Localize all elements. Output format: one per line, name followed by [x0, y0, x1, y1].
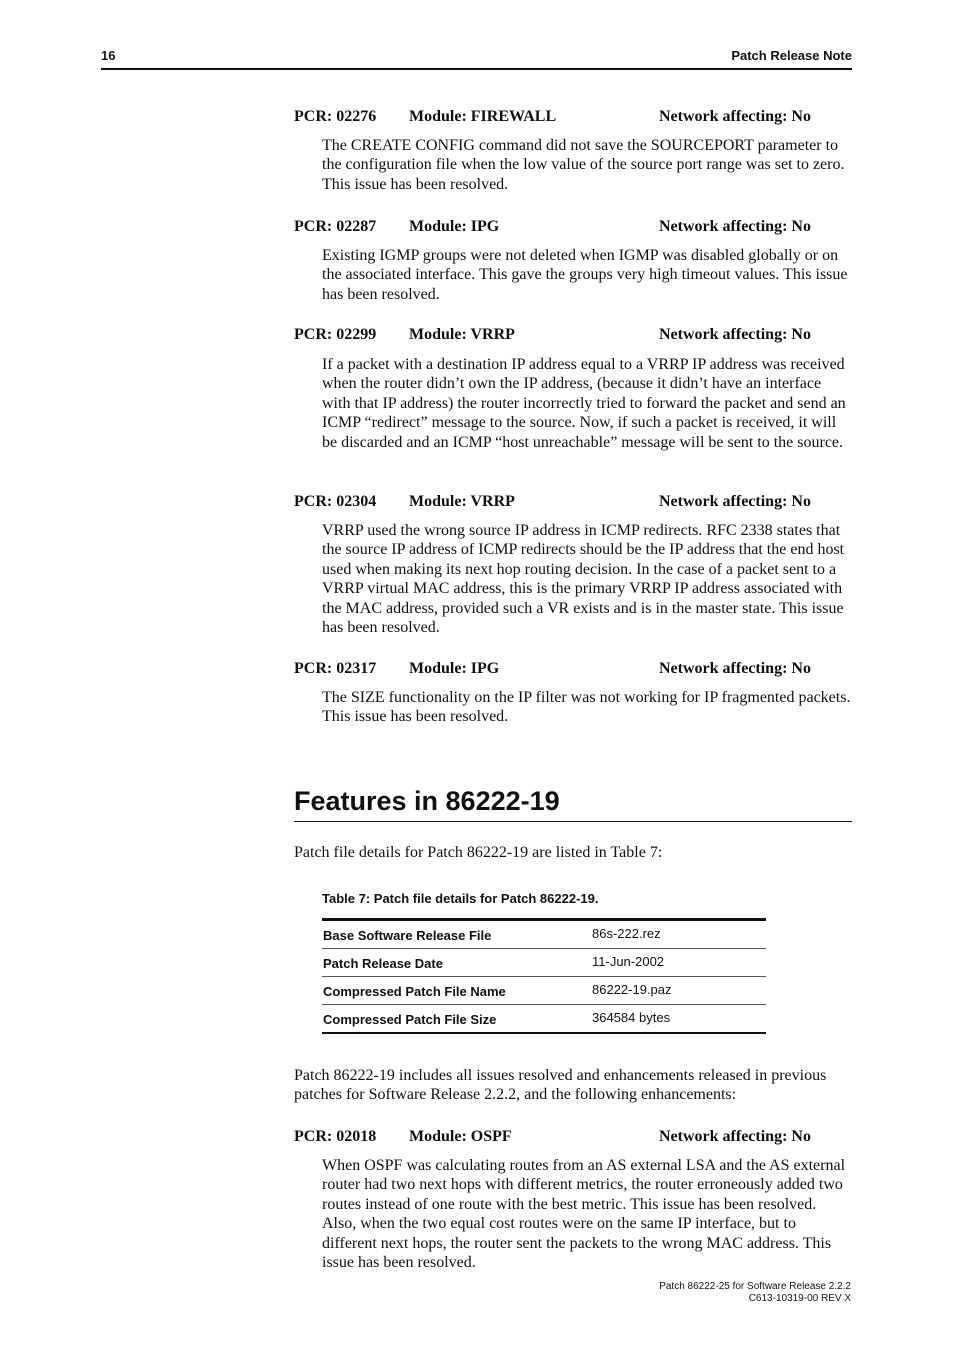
- pcr-module: Module: VRRP: [409, 326, 515, 343]
- pcr-network-affecting: Network affecting: No: [659, 1128, 811, 1145]
- running-title: Patch Release Note: [731, 48, 852, 63]
- table-value: 11-Jun-2002: [592, 954, 665, 969]
- table-row: [322, 921, 766, 949]
- pcr-id: PCR: 02304: [294, 493, 377, 510]
- table-value: 364584 bytes: [592, 1010, 671, 1025]
- pcr-network-affecting: Network affecting: No: [659, 326, 811, 343]
- pcr-description: The CREATE CONFIG command did not save the SOURCEPORT parameter to the configuration file when the low value of the source port range was set to zero. This issue has been resolved.: [322, 137, 845, 193]
- pcr-module: Module: VRRP: [409, 493, 515, 510]
- patch-details-table: [322, 918, 766, 1034]
- pcr-heading: [294, 1128, 854, 1148]
- pcr-heading: [294, 660, 854, 680]
- table-row: [322, 1005, 766, 1032]
- table-row: [322, 977, 766, 1005]
- pcr-heading: [294, 326, 854, 346]
- pcr-heading: [294, 108, 854, 128]
- pcr-module: Module: FIREWALL: [409, 108, 557, 125]
- table-key: Patch Release Date: [323, 956, 443, 971]
- pcr-description: The SIZE functionality on the IP filter was not working for IP fragmented packets. This issue has been resolved.: [322, 689, 851, 726]
- pcr-description: If a packet with a destination IP address equal to a VRRP IP address was received when the router didn’t own the IP address, (because it didn’t have an interface with that IP address) the router incorrectly tried to forward the packet and send an ICMP “redirect” message to the source. Now, if such a packet is received, it will be discarded and an ICMP “host unreachable” message will be sent to the source.: [322, 356, 846, 451]
- pcr-module: Module: OSPF: [409, 1128, 512, 1145]
- page-footer: [659, 1281, 851, 1305]
- pcr-module: Module: IPG: [409, 660, 500, 677]
- table-key: Base Software Release File: [323, 928, 492, 943]
- pcr-id: PCR: 02317: [294, 660, 377, 677]
- pcr-network-affecting: Network affecting: No: [659, 493, 811, 510]
- page-header: [101, 46, 852, 70]
- page-number: 16: [101, 48, 116, 63]
- pcr-id: PCR: 02287: [294, 218, 377, 235]
- table-row: [322, 949, 766, 977]
- table-key: Compressed Patch File Size: [323, 1012, 497, 1027]
- features-intro: Patch file details for Patch 86222-19 are listed in Table 7:: [294, 844, 663, 861]
- pcr-network-affecting: Network affecting: No: [659, 660, 811, 677]
- pcr-heading: [294, 218, 854, 238]
- pcr-description: VRRP used the wrong source IP address in ICMP redirects. RFC 2338 states that the source IP address of ICMP redirects should be the IP address that the end host used when making its next hop routing decision. In the case of a packet sent to a VRRP virtual MAC address, this is the primary VRRP IP address associated with the MAC address, provided such a VR exists and is in the master state. This issue has been resolved.: [322, 522, 845, 637]
- section-title: Features in 86222-19: [294, 781, 852, 822]
- pcr-id: PCR: 02276: [294, 108, 377, 125]
- features-summary: Patch 86222-19 includes all issues resolved and enhancements released in previous patches for Software Release 2.2.2, and the following enhancements:: [294, 1067, 827, 1104]
- footer-line: Patch 86222-25 for Software Release 2.2.2: [659, 1281, 851, 1292]
- pcr-module: Module: IPG: [409, 218, 500, 235]
- pcr-heading: [294, 493, 854, 513]
- table-value: 86s-222.rez: [592, 926, 661, 941]
- table-value: 86222-19.paz: [592, 982, 672, 997]
- pcr-description: Existing IGMP groups were not deleted when IGMP was disabled globally or on the associated interface. This gave the groups very high timeout values. This issue has been resolved.: [322, 247, 848, 303]
- footer-line: C613-10319-00 REV X: [748, 1293, 851, 1304]
- pcr-description: When OSPF was calculating routes from an AS external LSA and the AS external router had two next hops with different metrics, the router erroneously added two routes instead of one route with the best metric. This issue has been resolved. Also, when the two equal cost routes were on the same IP interface, but to different next hops, the router sent the packets to the wrong MAC address. This issue has been resolved.: [322, 1157, 846, 1272]
- table-caption: Table 7: Patch file details for Patch 86222-19.: [322, 891, 599, 906]
- table-key: Compressed Patch File Name: [323, 984, 506, 999]
- pcr-network-affecting: Network affecting: No: [659, 218, 811, 235]
- pcr-id: PCR: 02299: [294, 326, 377, 343]
- pcr-network-affecting: Network affecting: No: [659, 108, 811, 125]
- pcr-id: PCR: 02018: [294, 1128, 377, 1145]
